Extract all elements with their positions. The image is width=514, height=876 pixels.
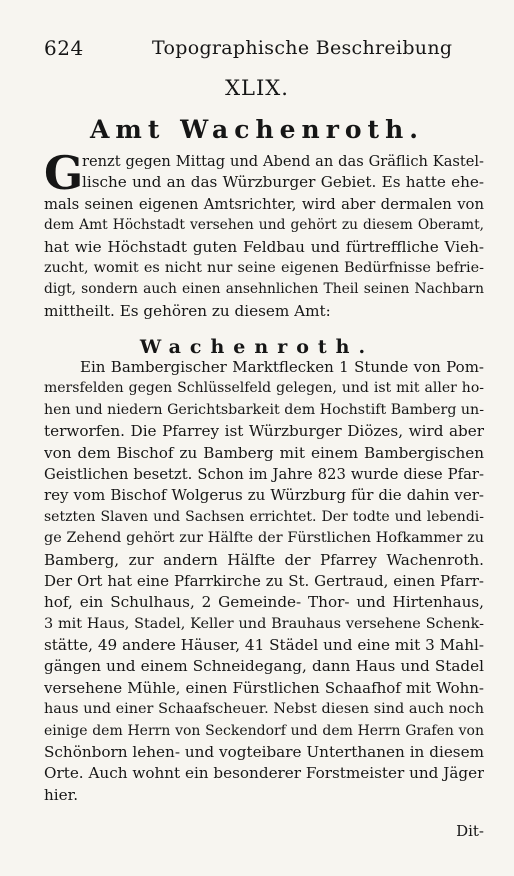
running-head (44, 36, 484, 60)
text-line: hier. (44, 785, 79, 804)
text-line: von dem Bischof zu Bamberg mit einem Bambergischen (44, 443, 484, 462)
text-line: hen und niedern Gerichtsbarkeit dem Hochstift Bamberg un- (44, 401, 484, 418)
text-line: dem Amt Höchstadt versehen und gehört zu diesem Oberamt, (44, 217, 484, 234)
text-line: lische und an das Würzburger Gebiet. Es hatte ehe- (82, 173, 484, 192)
text-line: Bamberg, zur andern Hälfte der Pfarrey Wachenroth. (44, 550, 484, 569)
page-number: 624 (44, 36, 84, 60)
running-title: Topographische Beschreibung (152, 37, 453, 59)
text-line: rey vom Bischof Wolgerus zu Würzburg für die dahin ver- (44, 486, 484, 505)
text-line: hof, ein Schulhaus, 2 Gemeinde- Thor- und Hirtenhaus, (44, 593, 484, 612)
text-line: stätte, 49 andere Häuser, 41 Städel und eine mit 3 Mahl- (44, 636, 484, 655)
text-line: 3 mit Haus, Stadel, Keller und Brauhaus versehene Schenk- (44, 615, 484, 632)
text-line: Orte. Auch wohnt ein besonderer Forstmeister und Jäger (44, 764, 484, 783)
catchword: Dit- (456, 822, 484, 840)
section-title: Amt Wachenroth. (90, 115, 424, 144)
text-line: mals seinen eigenen Amtsrichter, wird aber dermalen von (44, 195, 484, 213)
text-line: Der Ort hat eine Pfarrkirche zu St. Gertraud, einen Pfarr- (44, 571, 484, 590)
text-line: renzt gegen Mittag und Abend an das Gräflich Kastel- (82, 153, 484, 170)
text-line: Ein Bambergischer Marktflecken 1 Stunde von Pom- (80, 358, 484, 376)
place-heading: Wachenroth. (139, 336, 375, 358)
drop-initial: G (44, 146, 84, 200)
text-line: setzten Slaven und Sachsen errichtet. Der todte und lebendi- (44, 508, 484, 525)
text-line: Geistlichen besetzt. Schon im Jahre 823 wurde diese Pfar- (44, 465, 484, 483)
paragraph-wachenroth (44, 357, 484, 806)
text-line: ge Zehend gehört zur Hälfte der Fürstlichen Hofkammer zu (44, 530, 484, 547)
text-line: versehene Mühle, einen Fürstlichen Schaafhof mit Wohn- (44, 678, 484, 697)
text-line: mittheilt. Es gehören zu diesem Amt: (44, 301, 331, 320)
text-line: hat wie Höchstadt guten Feldbau und fürtreffliche Vieh- (44, 237, 484, 256)
text-line: mersfelden gegen Schlüsselfeld gelegen, und ist mit aller ho- (44, 380, 484, 397)
text-line: gängen und einem Schneidegang, dann Haus und Stadel (44, 657, 484, 676)
text-line: terworfen. Die Pfarrey ist Würzburger Diözes, wird aber (44, 422, 484, 441)
text-line: einige dem Herrn von Seckendorf und dem Herrn Grafen von (44, 722, 484, 739)
text-line: digt, sondern auch einen ansehnlichen Theil seinen Nachbarn (44, 281, 484, 298)
text-line: Schönborn lehen- und vogteibare Unterthanen in diesem (44, 743, 484, 762)
paragraph-intro (44, 146, 484, 322)
chapter-number: XLIX. (225, 76, 289, 100)
text-line: zucht, womit es nicht nur seine eigenen Bedürfnisse befrie- (44, 259, 484, 276)
text-line: haus und einer Schaafscheuer. Nebst diesen sind auch noch (44, 701, 484, 718)
